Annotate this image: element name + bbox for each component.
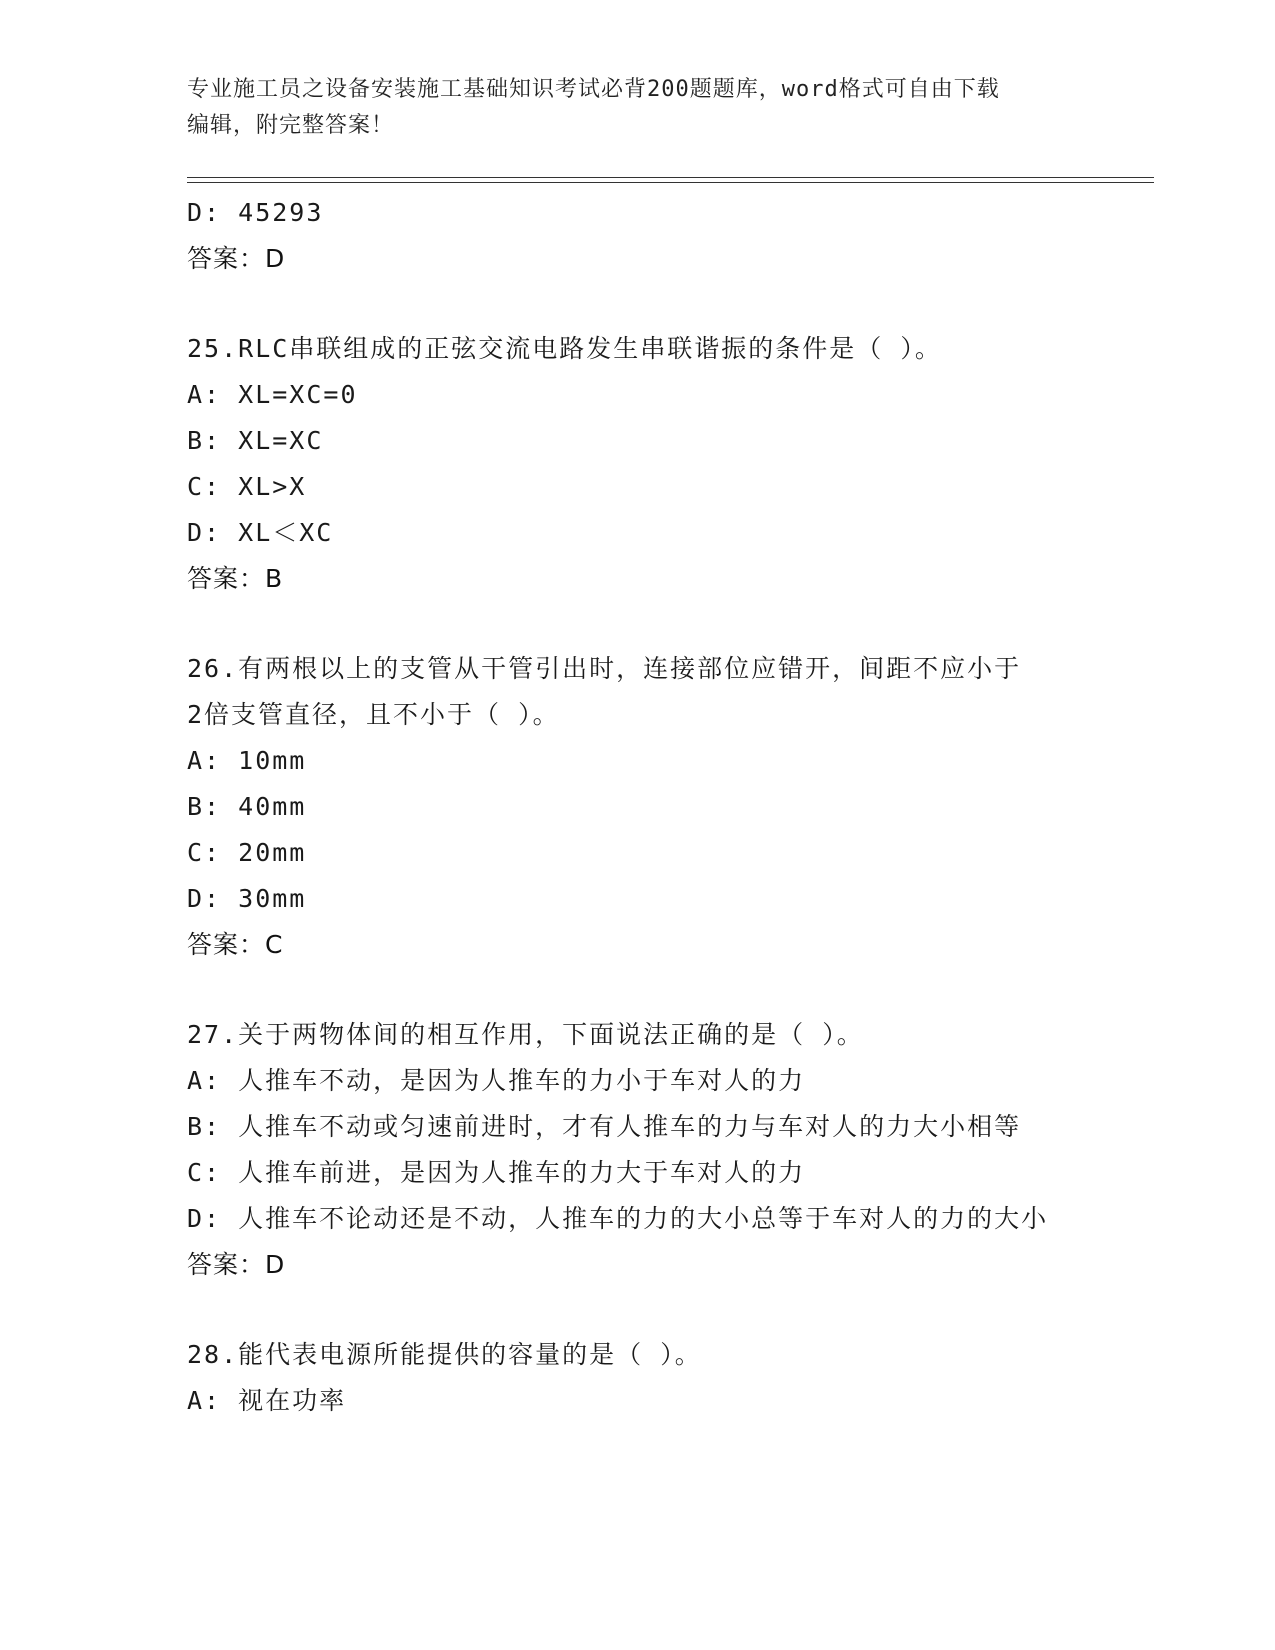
option-d: D: 45293 xyxy=(187,198,324,227)
header-divider xyxy=(187,177,1154,183)
question-26 xyxy=(187,646,1087,968)
header-title-line2: 编辑，附完整答案！ xyxy=(187,113,395,138)
question-28 xyxy=(187,1332,1087,1424)
question-text-line2: 2倍支管直径，且不小于（ ）。 xyxy=(187,700,560,729)
option-b: B: 人推车不动或匀速前进时，才有人推车的力与车对人的力大小相等 xyxy=(187,1112,1022,1141)
document-body xyxy=(187,190,1087,1424)
option-c: C: 人推车前进，是因为人推车的力大于车对人的力 xyxy=(187,1158,806,1187)
answer-line: 答案：D xyxy=(187,244,286,273)
option-a: A: 10mm xyxy=(187,746,307,775)
previous-question-fragment xyxy=(187,190,1087,282)
option-a: A: XL=XC=0 xyxy=(187,380,358,409)
question-25 xyxy=(187,326,1087,602)
header-title-line1: 专业施工员之设备安装施工基础知识考试必背200题题库，word格式可自由下载 xyxy=(187,77,1000,102)
document-header xyxy=(187,72,1067,144)
question-text: 27.关于两物体间的相互作用，下面说法正确的是（ ）。 xyxy=(187,1020,864,1049)
answer-line: 答案：C xyxy=(187,930,284,959)
option-c: C: 20mm xyxy=(187,838,307,867)
answer-line: 答案：D xyxy=(187,1250,286,1279)
option-b: B: 40mm xyxy=(187,792,307,821)
option-d: D: XL＜XC xyxy=(187,518,334,547)
question-text-line1: 26.有两根以上的支管从干管引出时，连接部位应错开，间距不应小于 xyxy=(187,654,1022,683)
option-a: A: 人推车不动，是因为人推车的力小于车对人的力 xyxy=(187,1066,806,1095)
option-b: B: XL=XC xyxy=(187,426,324,455)
option-d: D: 人推车不论动还是不动，人推车的力的大小总等于车对人的力的大小 xyxy=(187,1204,1049,1233)
question-text: 25.RLC串联组成的正弦交流电路发生串联谐振的条件是（ ）。 xyxy=(187,334,942,363)
answer-line: 答案：B xyxy=(187,564,284,593)
question-text: 28.能代表电源所能提供的容量的是（ ）。 xyxy=(187,1340,702,1369)
option-c: C: XL>X xyxy=(187,472,307,501)
option-a: A: 视在功率 xyxy=(187,1386,347,1415)
option-d: D: 30mm xyxy=(187,884,307,913)
question-27 xyxy=(187,1012,1087,1288)
